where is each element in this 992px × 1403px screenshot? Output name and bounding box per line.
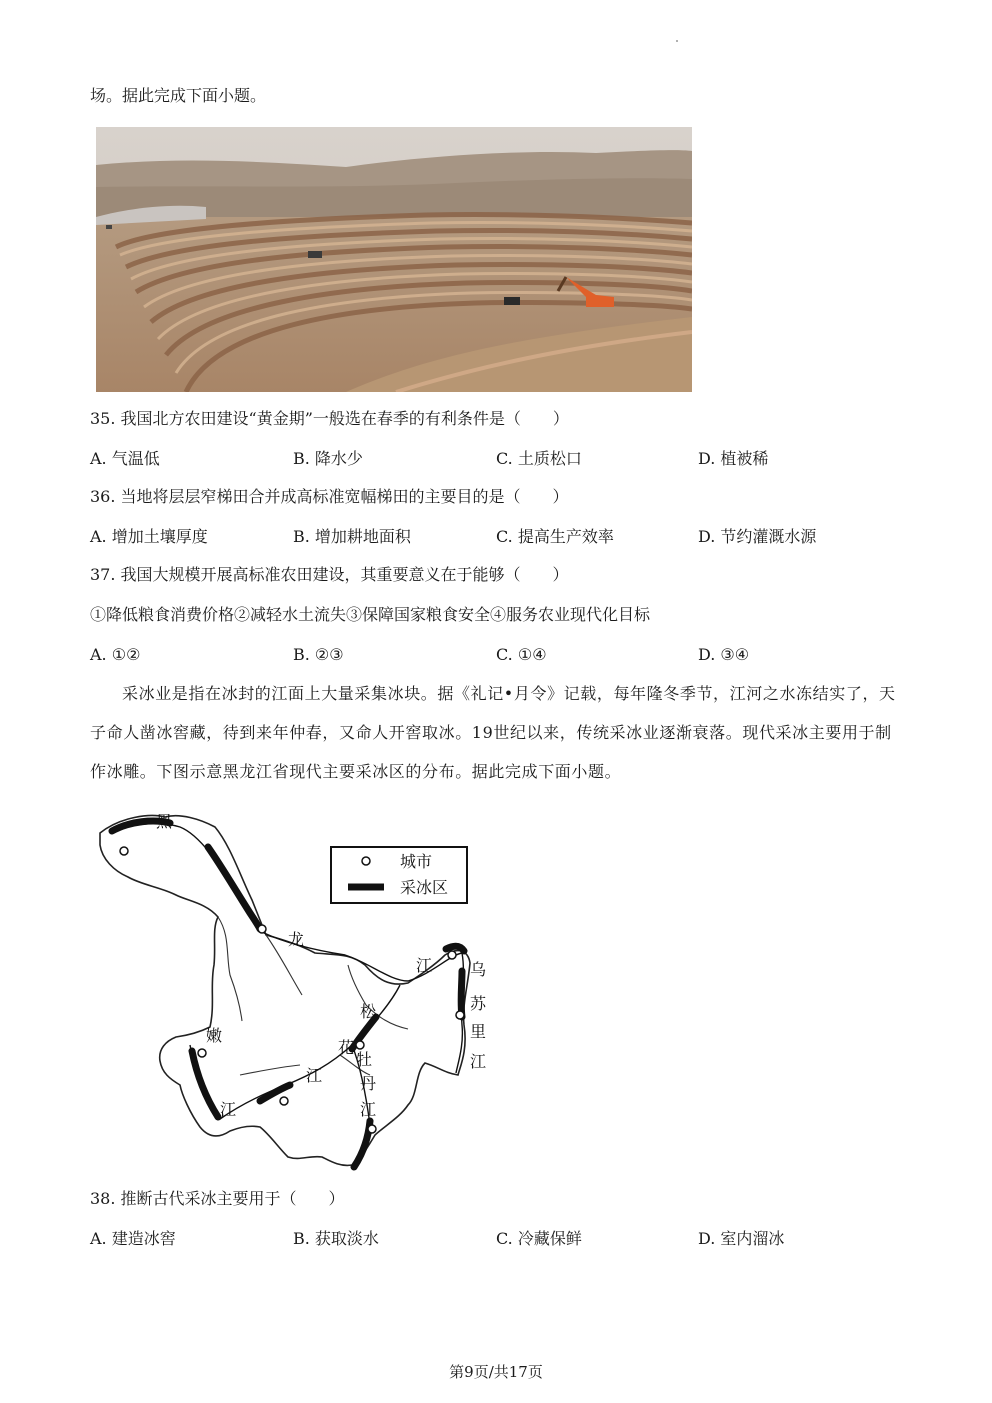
q37-option-a[interactable]: A. ①② <box>90 645 141 664</box>
map-legend <box>331 847 467 903</box>
city-marker <box>120 847 128 855</box>
ice-harvest-passage: 采冰业是指在冰封的江面上大量采集冰块。据《礼记•月令》记载，每年隆冬季节，江河之水冻结实了，天子命人凿冰窖藏，待到来年仲春，又命人开窖取冰。19世纪以来，传统采冰业逐渐衰落。现代采冰主要用于制作冰雕。下图示意黑龙江省现代主要采冰区的分布。据此完成下面小题。 <box>90 684 896 781</box>
city-marker <box>456 1011 464 1019</box>
q37-choices: ①降低粮食消费价格②减轻水土流失③保障国家粮食安全④服务农业现代化目标 <box>90 605 651 624</box>
river-label: 花 <box>338 1038 355 1057</box>
q35-option-a[interactable]: A. 气温低 <box>90 449 160 468</box>
q36-option-d[interactable]: D. 节约灌溉水源 <box>698 527 817 546</box>
city-marker <box>368 1125 376 1133</box>
city-marker <box>258 925 266 933</box>
page-number-footer: 第9页/共17页 <box>449 1363 543 1381</box>
river-label: 苏 <box>470 994 487 1013</box>
river-label: 江 <box>470 1052 487 1071</box>
city-marker <box>198 1049 206 1057</box>
q38-option-b[interactable]: B. 获取淡水 <box>293 1229 379 1248</box>
q35-option-b[interactable]: B. 降水少 <box>293 449 363 468</box>
river-label: 黑 <box>156 812 173 831</box>
q38-option-a[interactable]: A. 建造冰窖 <box>90 1229 176 1248</box>
q35-option-d[interactable]: D. 植被稀 <box>698 449 769 468</box>
q38-option-d[interactable]: D. 室内溜冰 <box>698 1229 785 1248</box>
legend-ice-label: 采冰区 <box>400 878 449 897</box>
river-label: 江 <box>416 956 433 975</box>
q37-stem: 37. 我国大规模开展高标准农田建设，其重要意义在于能够（ ） <box>90 565 569 584</box>
q36-stem: 36. 当地将层层窄梯田合并成高标准宽幅梯田的主要目的是（ ） <box>90 487 569 506</box>
q37-option-d[interactable]: D. ③④ <box>698 645 750 664</box>
q37-option-c[interactable]: C. ①④ <box>496 645 547 664</box>
terrace-photo <box>96 127 692 392</box>
city-marker <box>356 1041 364 1049</box>
q35-option-c[interactable]: C. 土质松口 <box>496 449 582 468</box>
q37-option-b[interactable]: B. ②③ <box>293 645 344 664</box>
q36-option-b[interactable]: B. 增加耕地面积 <box>293 527 411 546</box>
river-label: 松 <box>360 1002 377 1021</box>
q38-option-c[interactable]: C. 冷藏保鲜 <box>496 1229 582 1248</box>
river-label: 丹 <box>360 1074 377 1093</box>
q38-stem: 38. 推断古代采冰主要用于（ ） <box>90 1189 345 1208</box>
river-label: 嫩 <box>206 1026 223 1045</box>
scan-speck <box>676 40 678 42</box>
intro-tail: 场。据此完成下面小题。 <box>90 86 267 105</box>
river-label: 江 <box>360 1100 377 1119</box>
q36-option-c[interactable]: C. 提高生产效率 <box>496 527 614 546</box>
city-marker <box>280 1097 288 1105</box>
heilongjiang-ice-map <box>90 805 490 1175</box>
q35-stem: 35. 我国北方农田建设“黄金期”一般选在春季的有利条件是（ ） <box>90 409 569 428</box>
legend-city-label: 城市 <box>400 852 433 871</box>
river-label: 江 <box>306 1066 323 1085</box>
city-marker <box>448 951 456 959</box>
q36-option-a[interactable]: A. 增加土壤厚度 <box>90 527 208 546</box>
river-label: 乌 <box>470 960 487 979</box>
river-label: 江 <box>220 1100 237 1119</box>
river-label: 牡 <box>356 1050 373 1069</box>
legend-city-symbol <box>362 857 370 865</box>
river-label: 里 <box>470 1022 487 1041</box>
river-label: 龙 <box>288 930 305 949</box>
